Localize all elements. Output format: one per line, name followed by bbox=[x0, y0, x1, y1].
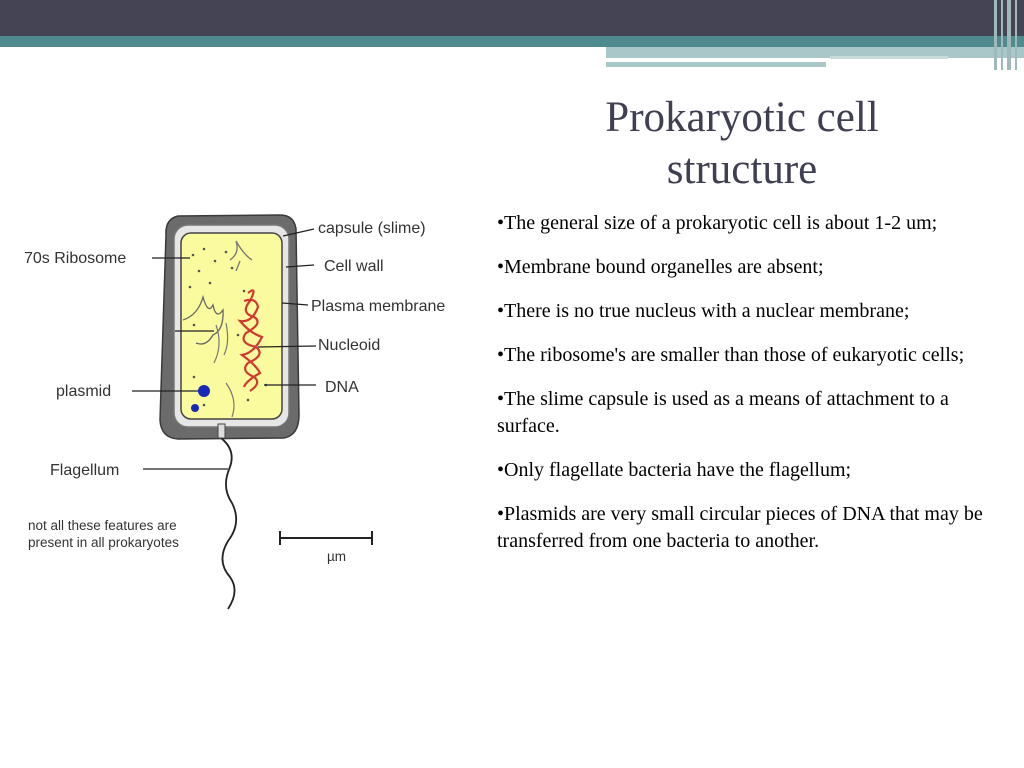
label-dna: DNA bbox=[325, 379, 359, 396]
bullet-item: •The ribosome's are smaller than those of eukaryotic cells; bbox=[497, 344, 965, 366]
label-flagellum: Flagellum bbox=[50, 462, 120, 479]
scale-bar bbox=[280, 531, 372, 545]
decorative-stripe bbox=[606, 47, 1024, 58]
bullet-item: •The general size of a prokaryotic cell is about 1-2 um; bbox=[497, 212, 938, 234]
plasmid-shape bbox=[198, 385, 210, 397]
label-cell-wall: Cell wall bbox=[324, 258, 384, 275]
label-plasmid: plasmid bbox=[56, 383, 112, 400]
decorative-stripe bbox=[606, 62, 826, 67]
label-ribosome: 70s Ribosome bbox=[24, 250, 127, 267]
label-plasma-membrane: Plasma membrane bbox=[311, 298, 446, 315]
label-nucleoid: Nucleoid bbox=[318, 337, 381, 354]
bullet-list bbox=[497, 210, 997, 572]
scale-unit-label: µm bbox=[327, 549, 347, 564]
slide-title: Prokaryotic cell structure bbox=[605, 94, 879, 193]
bullet-item: •There is no true nucleus with a nuclear membrane; bbox=[497, 300, 910, 322]
top-accent-stripe bbox=[0, 36, 1024, 47]
note-line: present in all prokaryotes bbox=[28, 535, 179, 550]
bullet-item: •Plasmids are very small circular pieces of DNA that may be transferred from one bacteria to another. bbox=[497, 503, 983, 552]
flagellum-base bbox=[218, 424, 225, 438]
bullet-item: •The slime capsule is used as a means of attachment to a surface. bbox=[497, 388, 949, 437]
label-capsule: capsule (slime) bbox=[318, 220, 426, 237]
bullet-item: •Only flagellate bacteria have the flagellum; bbox=[497, 459, 852, 481]
prokaryotic-cell-diagram bbox=[18, 205, 478, 615]
decorative-vertical-lines bbox=[992, 0, 1024, 70]
decorative-stripe bbox=[830, 56, 948, 59]
bullet-item: •Membrane bound organelles are absent; bbox=[497, 256, 824, 278]
top-banner bbox=[0, 0, 1024, 36]
note-line: not all these features are bbox=[28, 518, 177, 533]
plasmid-shape bbox=[191, 404, 199, 412]
flagellum-shape bbox=[221, 426, 236, 609]
